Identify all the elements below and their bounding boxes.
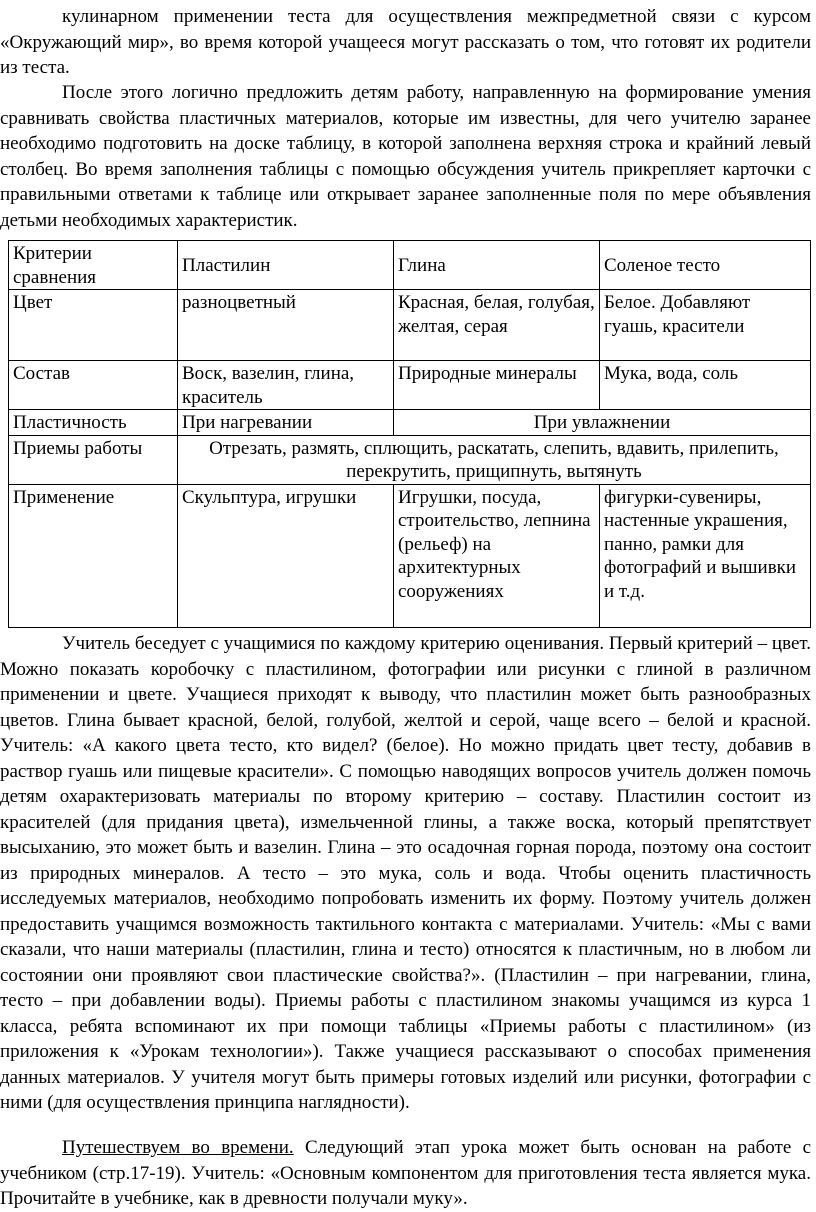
paragraph-intro: кулинарном применении теста для осуществления межпредметной связи с курсом «Окружающий мир», во время которой учащееся могут рассказать о том, что готовят их родители из теста. bbox=[0, 6, 811, 78]
table-cell: При нагревании bbox=[178, 410, 394, 436]
comparison-table bbox=[8, 240, 811, 628]
table-cell: Пластичность bbox=[9, 410, 178, 436]
table-cell: Состав bbox=[9, 361, 178, 410]
table-cell: Приемы работы bbox=[9, 435, 178, 484]
table-row bbox=[9, 290, 811, 361]
table-header-row bbox=[9, 241, 811, 290]
table-cell: Цвет bbox=[9, 290, 178, 361]
table-cell: Красная, белая, голубая, желтая, серая bbox=[394, 290, 600, 361]
table-cell: Воск, вазелин, глина, краситель bbox=[178, 361, 394, 410]
table-row bbox=[9, 410, 811, 436]
table-cell: Критерии сравнения bbox=[9, 241, 178, 290]
table-cell: Природные минералы bbox=[394, 361, 600, 410]
table-cell: фигурки-сувениры, настенные украшения, панно, рамки для фотографий и вышивки и т.д. bbox=[600, 484, 811, 627]
table-cell: Соленое тесто bbox=[600, 241, 811, 290]
paragraph-text: Следующий этап урока может быть основан на работе с учебником (стр.17-19). Учитель: «Основным компонентом для приготовления теста является мука. Прочитайте в учебнике, как в древности получали муку». bbox=[0, 1137, 812, 1209]
table-row bbox=[9, 435, 811, 484]
table-cell: Игрушки, посуда, строительство, лепнина (рельеф) на архитектурных сооружениях bbox=[394, 484, 600, 627]
section-heading-underlined: Путешествуем во времени. bbox=[62, 1137, 294, 1158]
paragraph-next-stage bbox=[0, 1135, 811, 1212]
paragraph-discussion: Учитель беседует с учащимися по каждому критерию оценивания. Первый критерий – цвет. Можно показать коробочку с пластилином, фотографии или рисунки с глиной в различном применении и цвете. Учащиеся приходят к выводу, что пластилин может быть разнообразных цветов. Глина бывает красной, белой, голубой, желтой и серой, чаще всего – белой и красной. Учитель: «А какого цвета тесто, кто видел? (белое). Но можно придать цвет тесту, добавив в раствор гуашь или пищевые красители». С помощью наводящих вопросов учитель должен помочь детям охарактеризовать материалы по второму критерию – составу. Пластилин состоит из красителей (для придания цвета), измельченной глины, а также воска, который препятствует высыханию, это может быть и вазелин. Глина – это осадочная горная порода, поэтому она состоит из природных минералов. А тесто – это мука, соль и вода. Чтобы оценить пластичность исследуемых материалов, необходимо попробовать изменить их форму. Поэтому учитель должен предоставить учащимся возможность тактильного контакта с материалами. Учитель: «Мы с вами сказали, что наши материалы (пластилин, глина и тесто) относятся к пластичным, но в любом ли состоянии они проявляют свои пластические свойства?». (Пластилин – при нагревании, глина, тесто – при добавлении воды). Приемы работы с пластилином знакомы учащимся из курса 1 класса, ребята вспоминают их при помощи таблицы «Приемы работы с пластилином» (из приложения к «Урокам технологии»). Также учащиеся рассказывают о способах применения данных материалов. У учителя могут быть примеры готовых изделий или рисунки, фотографии с ними (для осуществления принципа наглядности). bbox=[0, 633, 811, 1113]
table-row bbox=[9, 361, 811, 410]
table-cell: Пластилин bbox=[178, 241, 394, 290]
table-row bbox=[9, 484, 811, 627]
table-cell: При увлажнении bbox=[394, 410, 811, 436]
table-cell: Скульптура, игрушки bbox=[178, 484, 394, 627]
table-cell: Белое. Добавляют гуашь, красители bbox=[600, 290, 811, 361]
table-cell: Применение bbox=[9, 484, 178, 627]
table-cell: Глина bbox=[394, 241, 600, 290]
table-cell: разноцветный bbox=[178, 290, 394, 361]
paragraph-table-task: После этого логично предложить детям работу, направленную на формирование умения сравнивать свойства пластичных материалов, которые им известны, для чего учителю заранее необходимо подготовить на доске таблицу, в которой заполнена верхняя строка и крайний левый столбец. Во время заполнения таблицы с помощью обсуждения учитель прикрепляет карточки с правильными ответами к таблице или открывает заранее заполненные поля по мере объявления детьми необходимых характеристик. bbox=[0, 82, 811, 231]
table-cell: Отрезать, размять, сплющить, раскатать, слепить, вдавить, прилепить, перекрутить, прищипнуть, вытянуть bbox=[178, 435, 811, 484]
table-cell: Мука, вода, соль bbox=[600, 361, 811, 410]
